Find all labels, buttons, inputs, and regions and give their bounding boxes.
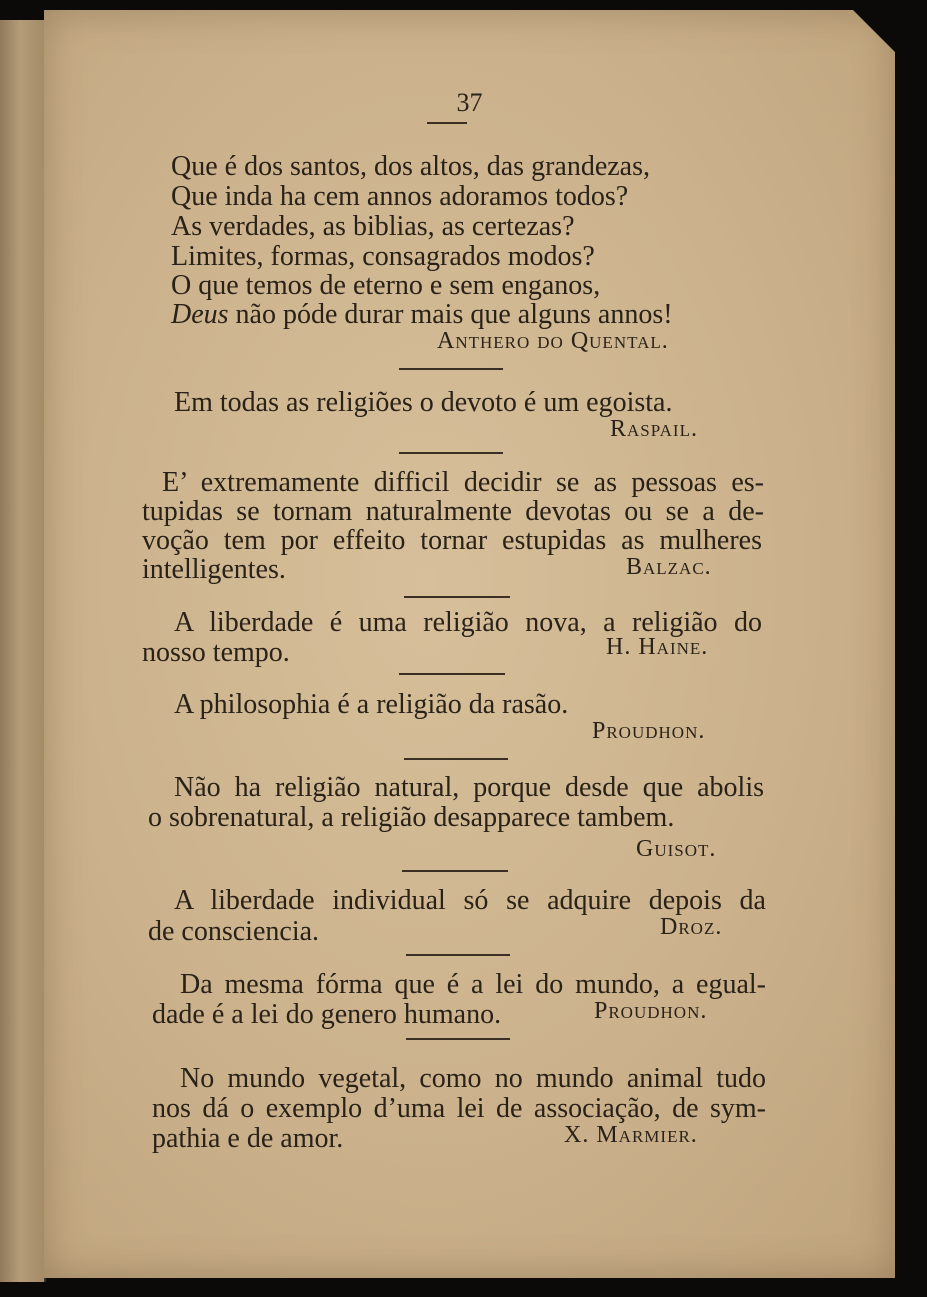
author-quental: Anthero do Quental. [437, 328, 669, 354]
poem-line-last [171, 300, 673, 330]
quote-line: Não ha religião natural, porque desde que abolis [174, 772, 764, 803]
poem-line: Que é dos santos, dos altos, das grandezas, [171, 151, 651, 182]
poem-line: As verdades, as biblias, as certezas? [171, 211, 575, 242]
separator-rule [404, 596, 510, 598]
poem-block [44, 10, 895, 1278]
author-raspail: Raspail. [610, 416, 698, 442]
separator-rule [406, 1038, 510, 1040]
poem-line: Que inda ha cem annos adoramos todos? [171, 181, 629, 212]
separator-rule [404, 758, 508, 760]
separator-rule [399, 673, 505, 675]
separator-rule [406, 954, 510, 956]
quote-line: intelligentes. [142, 554, 286, 585]
quote-line: nosso tempo. [142, 637, 290, 668]
author-proudhon-2: Proudhon. [594, 998, 708, 1024]
quote-line: tupidas se tornam naturalmente devotas ou se a de- [142, 496, 764, 527]
left-page-edge [0, 20, 46, 1282]
quote-line: A philosophia é a religião da rasão. [174, 689, 569, 720]
quote-line: E’ extremamente difficil decidir se as pessoas es- [162, 467, 764, 498]
quote-line: nos dá o exemplo d’uma lei de associação, de sym- [152, 1093, 766, 1124]
poem-italic-word: Deus [171, 299, 229, 330]
quote-line: pathia e de amor. [152, 1123, 344, 1154]
poem-line: Limites, formas, consagrados modos? [171, 241, 595, 272]
quote-line: voção tem por effeito tornar estupidas as mulheres [142, 525, 762, 556]
poem-line: O que temos de eterno e sem enganos, [171, 270, 601, 301]
quote-line: No mundo vegetal, como no mundo animal tudo [180, 1063, 766, 1094]
separator-rule [399, 368, 503, 370]
quote-line: A liberdade é uma religião nova, a religião do [174, 607, 762, 638]
separator-rule [402, 870, 508, 872]
author-haine: H. Haine. [606, 634, 709, 660]
book-page [44, 10, 895, 1278]
quote-line: Da mesma fórma que é a lei do mundo, a egual- [180, 969, 766, 1000]
quote-line: o sobrenatural, a religião desapparece tambem. [148, 802, 675, 833]
author-guisot: Guisot. [636, 836, 717, 862]
poem-line-rest: não póde durar mais que alguns annos! [228, 299, 673, 330]
author-proudhon: Proudhon. [592, 718, 706, 744]
author-droz: Droz. [660, 914, 723, 940]
quote-line: dade é a lei do genero humano. [152, 999, 502, 1030]
author-balzac: Balzac. [626, 554, 712, 580]
quote-line: Em todas as religiões o devoto é um egoista. [174, 387, 673, 418]
author-marmier: X. Marmier. [564, 1122, 698, 1148]
quote-line: A liberdade individual só se adquire depois da [174, 885, 766, 916]
separator-rule [399, 452, 503, 454]
page-number: 37 [456, 88, 483, 117]
quote-line: de consciencia. [148, 916, 320, 947]
